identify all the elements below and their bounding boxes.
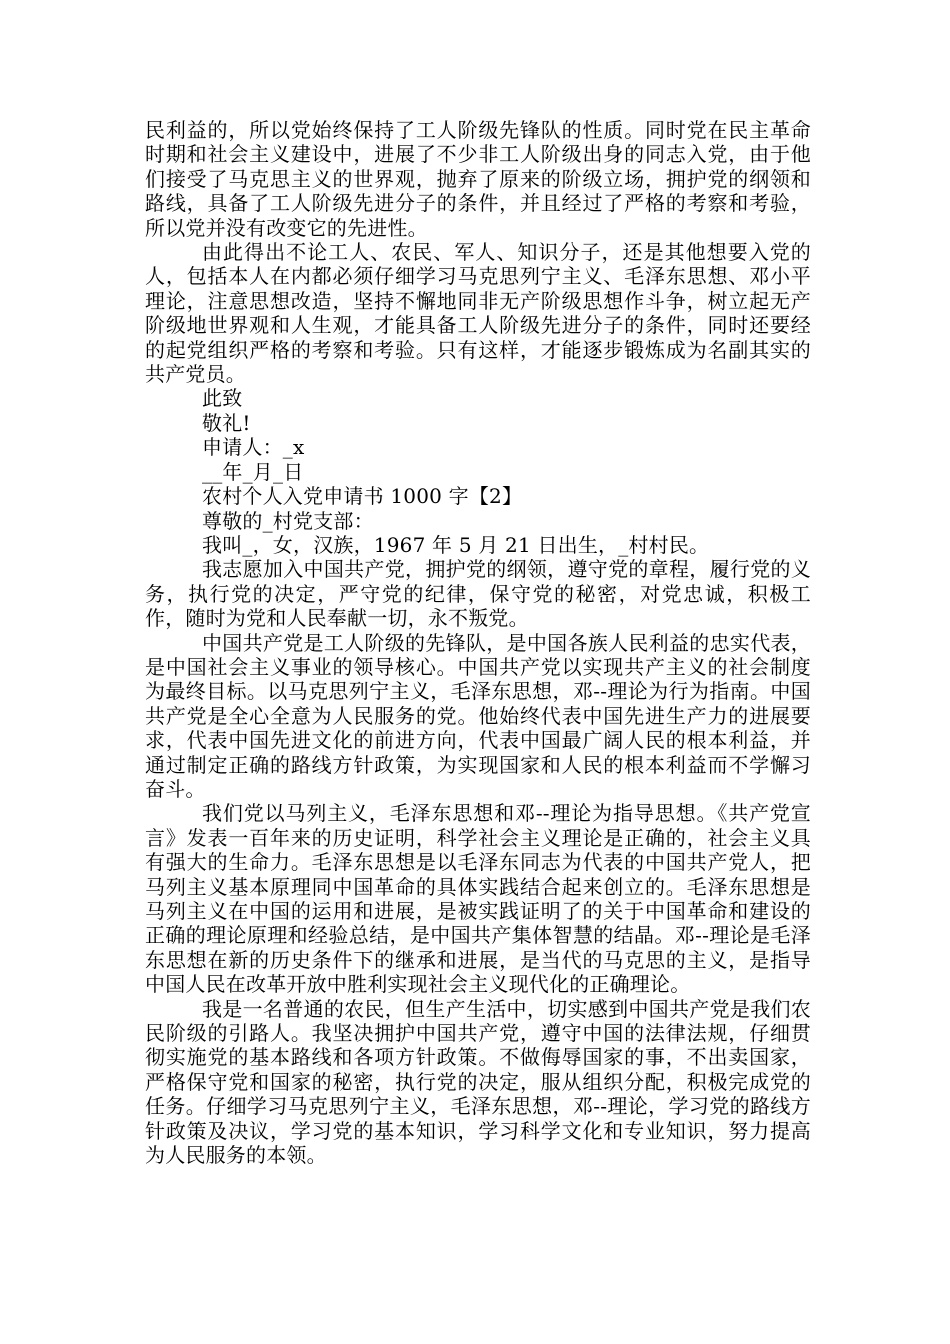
document-page: [145, 118, 811, 1167]
paragraph-personal-commitment: 我是一名普通的农民，但生产生活中，切实感到中国共产党是我们农民阶级的引路人。我坚决拥护中国共产党，遵守中国的法律法规，仔细贯彻实施党的基本路线和各项方针政策。不做侮辱国家的事，不出卖国家，严格保守党和国家的秘密，执行党的决定，服从组织分配，积极完成党的任务。仔细学习马克思列宁主义，毛泽东思想，邓--理论，学习党的路线方针政策及决议，学习党的基本知识，学习科学文化和专业知识，努力提高为人民服务的本领。: [145, 996, 811, 1168]
closing-regards: 敬礼!: [202, 410, 251, 435]
paragraph-pledge: 我志愿加入中国共产党，拥护党的纲领，遵守党的章程，履行党的义务，执行党的决定，严守党的纪律，保守党的秘密，对党忠诚，积极工作，随时为党和人民奉献一切，永不叛党。: [145, 557, 811, 631]
paragraph-party-nature: 中国共产党是工人阶级的先锋队，是中国各族人民利益的忠实代表，是中国社会主义事业的领导核心。中国共产党以实现共产主义的社会制度为最终目标。以马克思列宁主义，毛泽东思想，邓--理论为行为指南。中国共产党是全心全意为人民服务的党。他始终代表中国先进生产力的进展要求，代表中国先进文化的前进方向，代表中国最广阔人民的根本利益，并通过制定正确的路线方针政策，为实现国家和人民的根本利益而不学懈习奋斗。: [145, 630, 811, 801]
section-heading: 农村个人入党申请书 1000 字【2】: [202, 484, 523, 509]
paragraph-continuation: 民利益的，所以党始终保持了工人阶级先锋队的性质。同时党在民主革命时期和社会主义建设中，进展了不少非工人阶级出身的同志入党，由于他们接受了马克思主义的世界观，抛弃了原来的阶级立场，拥护党的纲领和路线，具备了工人阶级先进分子的条件，并且经过了严格的考察和考验，所以党并没有改变它的先进性。: [145, 118, 811, 240]
closing-salute: 此致: [202, 386, 243, 411]
letter-greeting: 尊敬的_村党支部：: [202, 508, 374, 533]
paragraph-guiding-theory: 我们党以马列主义，毛泽东思想和邓--理论为指导思想。《共产党宣言》发表一百年来的历史证明，科学社会主义理论是正确的，社会主义具有强大的生命力。毛泽东思想是以毛泽东同志为代表的中国共产党人，把马列主义基本原理同中国革命的具体实践结合起来创立的。毛泽东思想是马列主义在中国的运用和进展，是被实践证明了的关于中国革命和建设的正确的理论原理和经验总结，是中国共产集体智慧的结晶。邓--理论是毛泽东思想在新的历史条件下的继承和进展，是当代的马克思的主义，是指导中国人民在改革开放中胜利实现社会主义现代化的正确理论。: [145, 801, 811, 997]
date-line: __年_月_日: [202, 459, 304, 484]
applicant-signature: 申请人：_x: [202, 435, 305, 460]
paragraph-conclusion: 由此得出不论工人、农民、军人、知识分子，还是其他想要入党的人，包括本人在内都必须仔细学习马克思列宁主义、毛泽东思想、邓小平理论，注意思想改造，坚持不懈地同非无产阶级思想作斗争，树立起无产阶级地世界观和人生观，才能具备工人阶级先进分子的条件，同时还要经的起党组织严格的考察和考验。只有这样，才能逐步锻炼成为名副其实的共产党员。: [145, 240, 811, 387]
letter-intro: 我叫_，女，汉族，1967 年 5 月 21 日出生，_村村民。: [202, 532, 710, 557]
